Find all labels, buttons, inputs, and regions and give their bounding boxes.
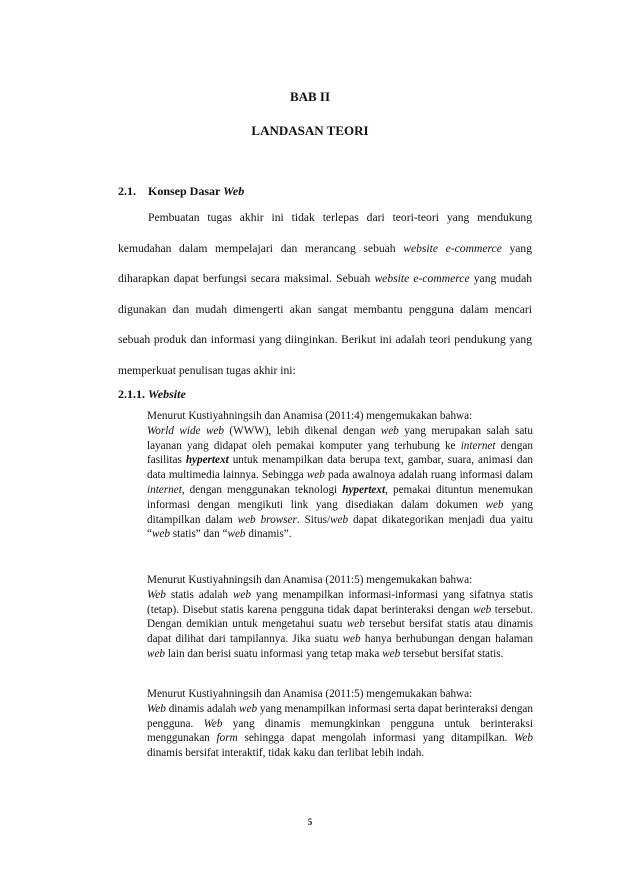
intro-paragraph-block [118,203,532,386]
text-run: web [239,702,258,715]
text-run: internet [460,439,496,452]
text-run: form [216,732,238,745]
text-run: web [330,513,349,526]
text-run: yang mudah digunakan dan mudah dimengerti akan sangat membantu pengguna dalam mencari sebuah produk dan informasi yang diinginkan. Berikut ini adalah teori pendukung yang memperkuat penulisan tugas akhir ini: [118,272,533,377]
text-run: Web [203,717,223,730]
text-run: tersebut bersifat statis. [400,647,504,660]
chapter-title: LANDASAN TEORI [251,123,369,138]
text-run: web [473,603,492,616]
text-run: web [147,647,166,660]
section-heading [118,184,244,199]
text-run: dinamis”. [245,528,292,541]
text-run: hypertext [342,483,386,496]
quote-intro: Menurut Kustiyahningsih dan Anamisa (2011:5) mengemukakan bahwa: [147,574,473,586]
text-run: web [306,469,325,482]
text-run: Web [147,588,166,601]
quote-block-2 [147,573,533,662]
text-run: hanya berhubungan dengan halaman [360,633,533,646]
text-run: sehingga dapat mengolah informasi yang ditampilkan. [237,732,515,745]
text-run: statis adalah [165,588,233,601]
text-run: yang ditampilkan dalam [147,498,534,526]
text-run: web [342,633,361,646]
quote-text [147,702,533,761]
text-run: World wide web [147,424,224,437]
text-run: web browser [237,513,297,526]
subsection-number: 2.1.1. [118,387,145,401]
quote-block-3 [147,687,533,761]
text-run: dinamis bersifat interaktif, tidak kaku dan terlibat lebih indah. [147,747,425,760]
text-run: tersebut bersifat statis atau dinamis dapat dilihat dari tampilannya. Jika suatu [147,618,533,646]
text-run: Pembuatan tugas akhir ini tidak terlepas dari teori-teori yang mendukung kemudahan dalam mempelajari dan merancang sebuah [118,211,532,255]
quote-text [147,588,533,662]
text-run: yang diharapkan dapat berfungsi secara maksimal. Sebuah [118,241,533,285]
text-run: web [380,424,399,437]
text-run: statis” dan “ [170,528,228,541]
quote-block-1 [147,409,533,542]
text-run: dengan fasilitas [147,439,533,467]
text-run: yang menampilkan informasi serta dapat berinteraksi dengan pengguna. [147,702,533,730]
text-run: web [382,647,401,660]
text-run: Web [514,732,533,745]
text-run: , dengan menggunakan teknologi [181,483,343,496]
text-run: pada awalnoya adalah ruang informasi dalam [324,469,533,482]
subsection-title: Website [148,387,186,401]
text-run: tersebut. Dengan demikian untuk mengetahui suatu [147,603,533,631]
text-run: web [346,618,365,631]
text-run: hypertext [185,454,229,467]
text-run: (WWW), lebih dikenal dengan [223,424,381,437]
text-run: web [485,498,504,511]
text-run: dapat dikategorikan menjadi dua yaitu “ [147,513,533,541]
text-run: website e-commerce [403,241,502,255]
intro-paragraph [118,203,532,386]
quote-text [147,424,533,542]
text-run: yang dinamis memungkinkan pengguna untuk berinteraksi menggunakan [147,717,533,745]
text-run: Web [147,702,166,715]
text-run: web [232,588,251,601]
quote-intro: Menurut Kustiyahningsih dan Anamisa (2011:4) mengemukakan bahwa: [147,410,473,422]
text-run: yang menampilkan informasi-informasi yang sifatnya statis (tetap). Disebut statis karena pengguna tidak dapat berinteraksi dengan [147,588,533,616]
section-title-plain: Konsep Dasar [148,184,224,198]
page-number: 5 [307,817,313,827]
text-run: dinamis adalah [165,702,240,715]
quote-intro: Menurut Kustiyahningsih dan Anamisa (2011:5) mengemukakan bahwa: [147,688,473,700]
text-run: website e-commerce [374,272,470,285]
text-run: web [151,528,170,541]
text-run: yang merupakan salah satu layanan yang didapat oleh pemakai komputer yang terhubung ke [147,424,533,452]
text-run: internet [147,483,182,496]
text-run: , pemakai dituntun menemukan informasi dengan mengikuti link yang disediakan dalam dokumen [147,483,533,511]
subsection-heading [118,387,186,402]
text-run: . Situs/ [296,513,331,526]
section-number: 2.1. [118,184,136,198]
text-run: untuk menampilkan data berupa text, gambar, suara, animasi dan data multimedia lainnya. Sebingga [147,454,533,482]
chapter-number: BAB II [289,89,331,104]
text-run: web [227,528,246,541]
text-run: lain dan berisi suatu informasi yang tetap maka [165,647,383,660]
section-title-italic: Web [223,184,245,198]
